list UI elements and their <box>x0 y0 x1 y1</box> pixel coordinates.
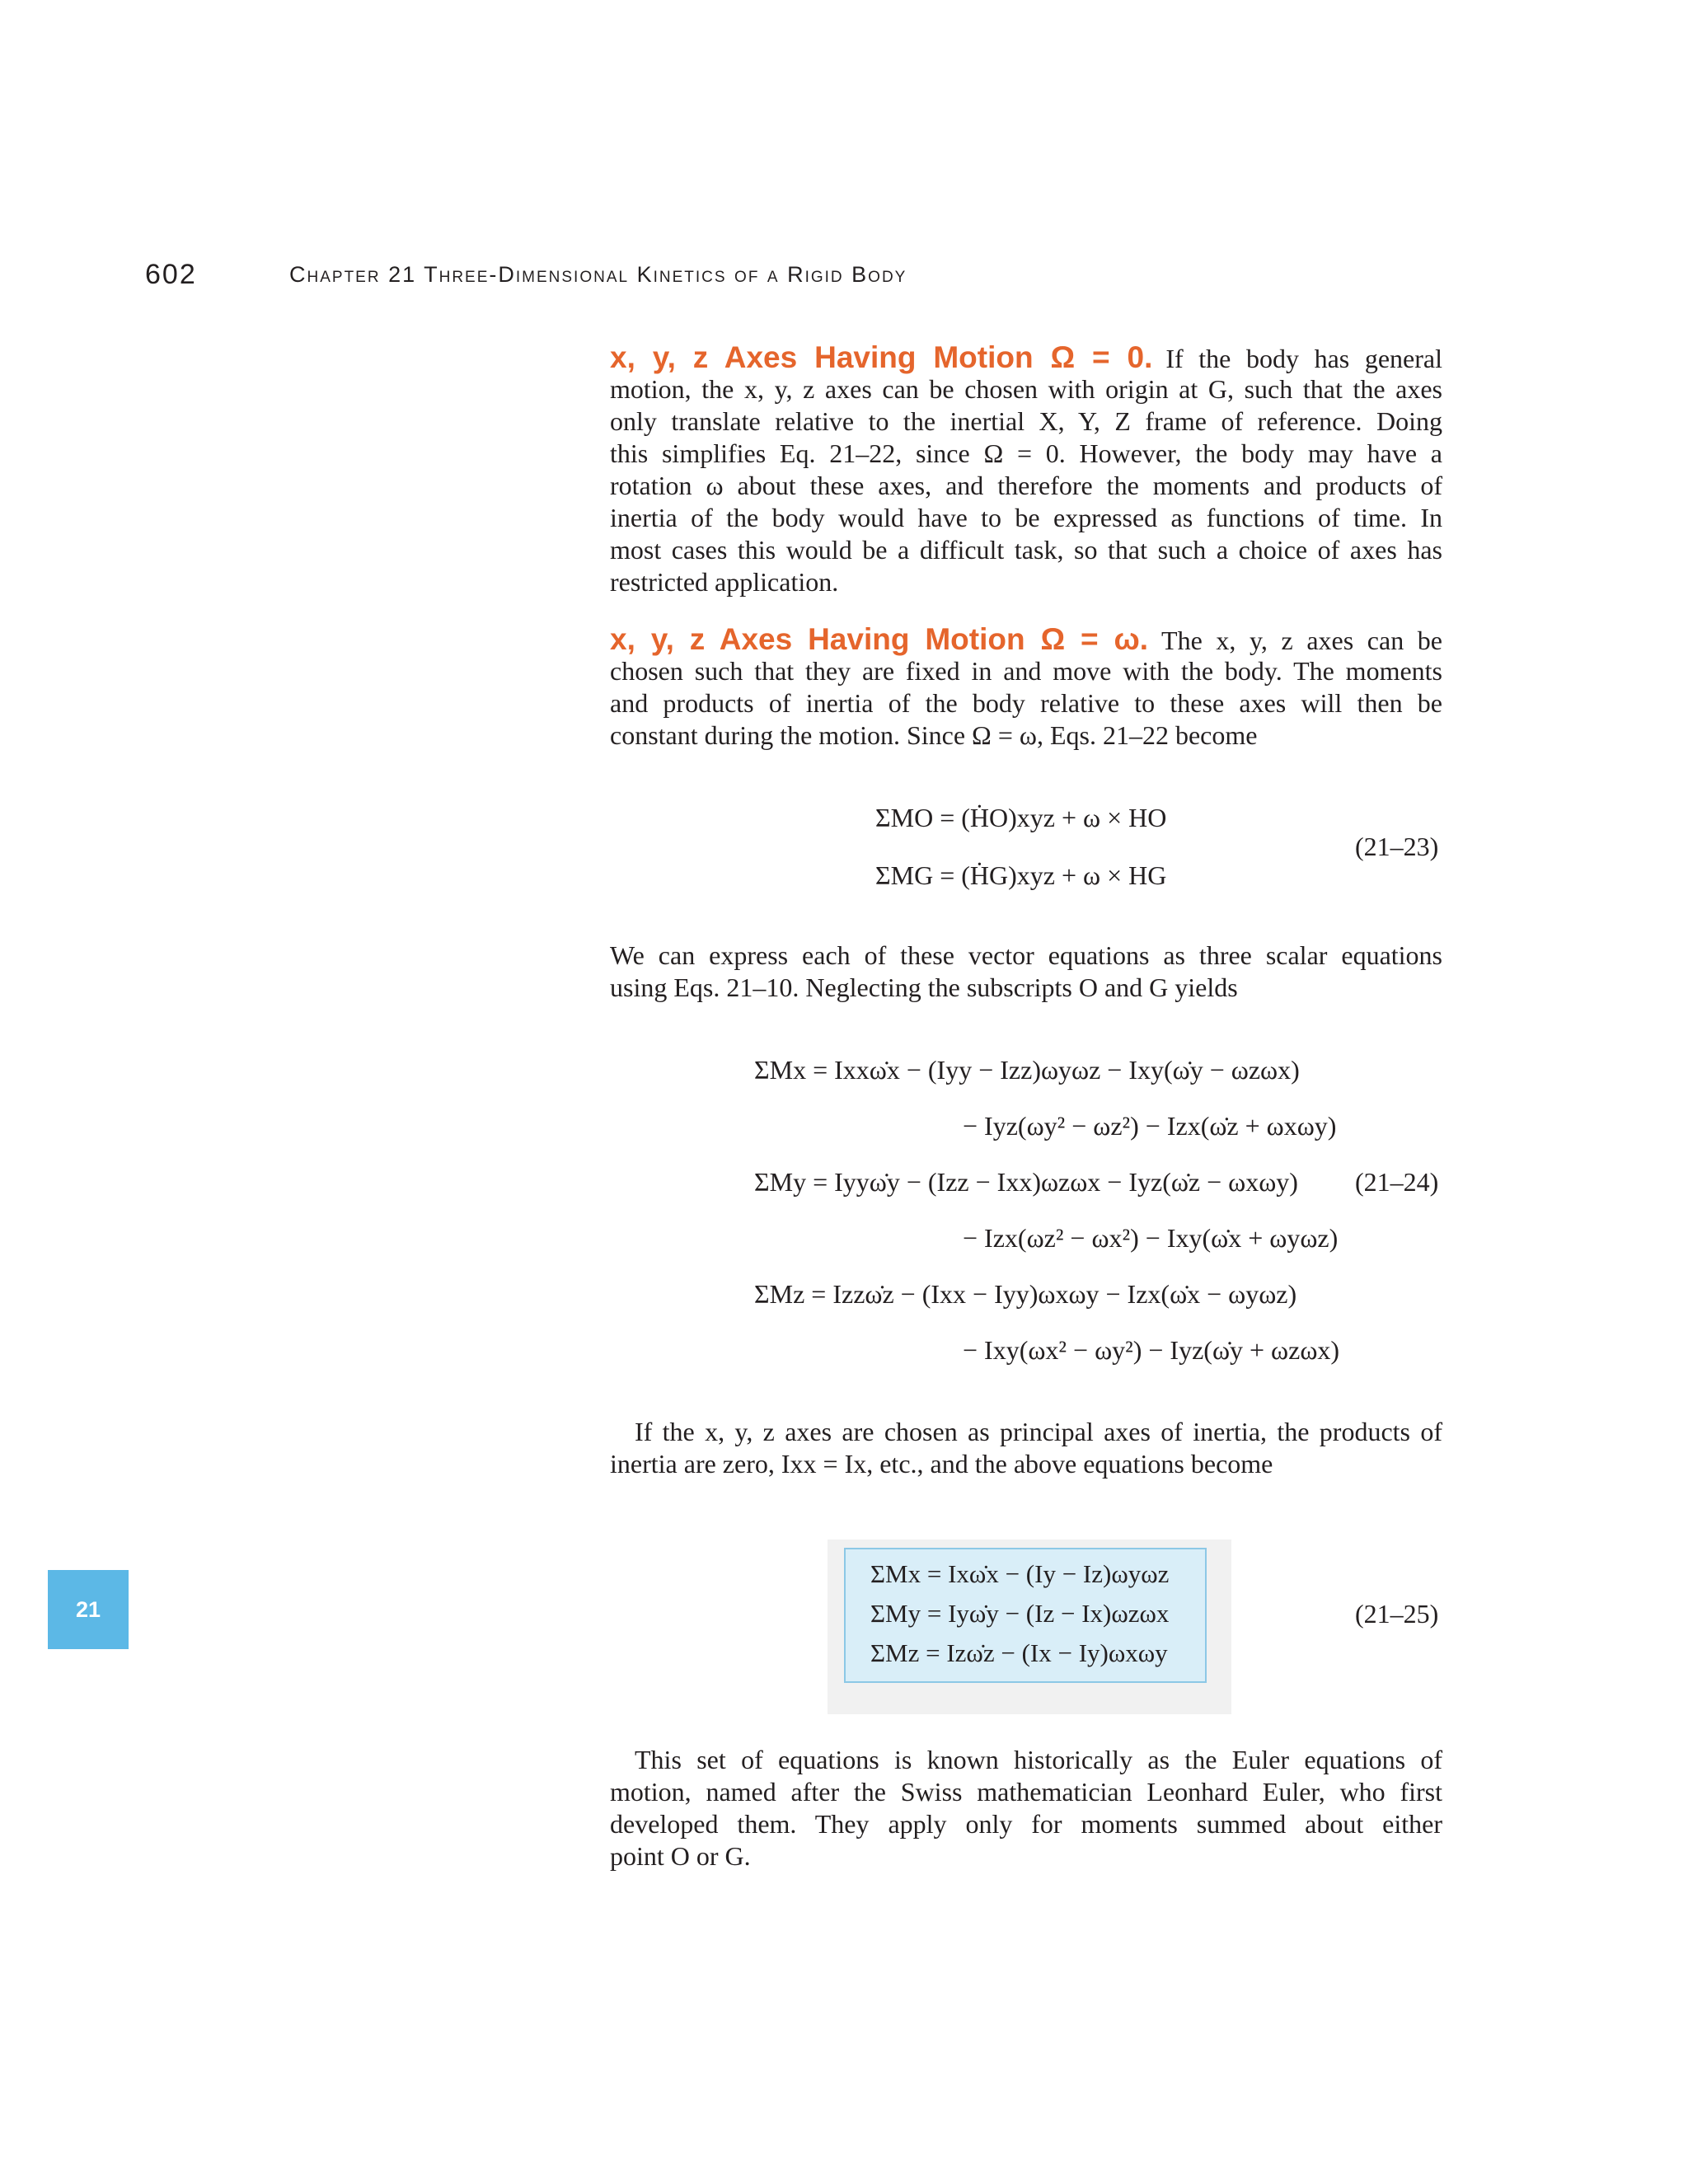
section-omega-zero <box>610 341 1442 598</box>
equation-line: ΣMy = Iyω̇y − (Iz − Ix)ωzωx <box>870 1599 1170 1628</box>
section-line: x, y, z Axes Having Motion Ω = ω. The x, y, z axes can be <box>610 622 1443 656</box>
paragraph-line: This set of equations is known historically as the Euler equations of <box>635 1745 1442 1774</box>
section-line: constant during the motion. Since Ω = ω, Eqs. 21–22 become <box>610 720 1258 750</box>
equation-line: ΣMO = (ḢO)xyz + ω × HO <box>875 803 1167 832</box>
equation-number: (21–25) <box>1355 1599 1439 1629</box>
equation-line: − Iyz(ωy² − ωz²) − Izx(ω̇z + ωxωy) <box>963 1111 1337 1141</box>
equation-line: ΣMx = Ixω̇x − (Iy − Iz)ωyωz <box>870 1559 1170 1588</box>
equation-number: (21–23) <box>1355 832 1439 861</box>
chapter-tab: 21 <box>48 1570 129 1649</box>
paragraph <box>610 1744 1442 1872</box>
paragraph-line: inertia are zero, Ixx = Ix, etc., and the above equations become <box>610 1449 1273 1479</box>
equation-line: − Izx(ωz² − ωx²) − Ixy(ω̇x + ωyωz) <box>963 1223 1339 1253</box>
section-omega-equals-w <box>610 623 1442 752</box>
section-line: this simplifies Eq. 21–22, since Ω = 0. However, the body may have a <box>610 438 1442 468</box>
page-number: 602 <box>145 259 197 290</box>
equation-line: ΣMy = Iyyω̇y − (Izz − Ixx)ωzωx − Iyz(ω̇z − ωxωy) <box>754 1167 1298 1197</box>
paragraph-line: We can express each of these vector equations as three scalar equations <box>610 940 1442 970</box>
section-line: most cases this would be a difficult task, so that such a choice of axes has <box>610 535 1442 565</box>
paragraph-line: point O or G. <box>610 1841 751 1871</box>
section-line: chosen such that they are fixed in and move with the body. The moments <box>610 656 1442 686</box>
running-head: Chapter 21 Three-Dimensional Kinetics of a Rigid Body <box>289 262 907 287</box>
section-line: inertia of the body would have to be expressed as functions of time. In <box>610 503 1442 532</box>
section-line: motion, the x, y, z axes can be chosen with origin at G, such that the axes <box>610 374 1442 404</box>
section-heading: x, y, z Axes Having Motion Ω = ω. <box>610 622 1149 656</box>
section-line: rotation ω about these axes, and therefore the moments and products of <box>610 471 1442 500</box>
section-line: x, y, z Axes Having Motion Ω = 0. If the body has general <box>610 340 1443 374</box>
section-heading: x, y, z Axes Having Motion Ω = 0. <box>610 340 1153 374</box>
equation-line: ΣMz = Izzω̇z − (Ixx − Iyy)ωxωy − Izx(ω̇x − ωyωz) <box>754 1279 1297 1309</box>
paragraph <box>610 1416 1442 1480</box>
equation-line: ΣMx = Ixxω̇x − (Iyy − Izz)ωyωz − Ixy(ω̇y − ωzωx) <box>754 1055 1300 1085</box>
equation-number: (21–24) <box>1355 1167 1439 1197</box>
equation-line: ΣMz = Izω̇z − (Ix − Iy)ωxωy <box>870 1638 1168 1667</box>
paragraph <box>610 940 1442 1004</box>
euler-equations-box <box>844 1548 1207 1683</box>
section-line: and products of inertia of the body relative to these axes will then be <box>610 688 1442 718</box>
equation-line: − Ixy(ωx² − ωy²) − Iyz(ω̇y + ωzωx) <box>963 1335 1340 1365</box>
section-line: only translate relative to the inertial X, Y, Z frame of reference. Doing <box>610 406 1442 436</box>
section-line: restricted application. <box>610 567 839 597</box>
paragraph-line: developed them. They apply only for moments summed about either <box>610 1809 1442 1839</box>
equation-line: ΣMG = (ḢG)xyz + ω × HG <box>875 860 1167 890</box>
paragraph-line: using Eqs. 21–10. Neglecting the subscripts O and G yields <box>610 972 1238 1002</box>
paragraph-line: motion, named after the Swiss mathematician Leonhard Euler, who first <box>610 1777 1442 1807</box>
paragraph-line: If the x, y, z axes are chosen as principal axes of inertia, the products of <box>635 1417 1442 1446</box>
